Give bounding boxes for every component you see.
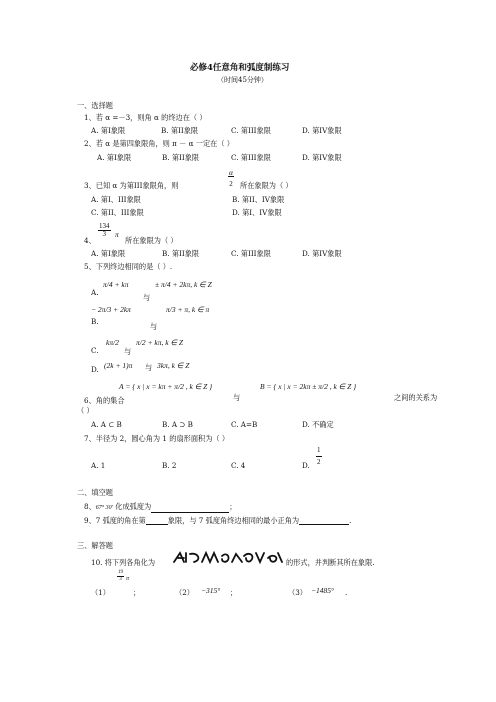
q10-p1-end: ； <box>133 588 141 597</box>
q10-p3-value: −1485° <box>311 586 335 595</box>
q9-end: . <box>349 516 352 525</box>
q4-option-a: A. 第I象限 <box>91 249 126 258</box>
q5-a-mid: 与 <box>143 293 151 302</box>
q6-post: 之间的关系为 <box>394 393 438 402</box>
q7-option-c: C. 4 <box>231 461 246 470</box>
q10-p2-value: −315° <box>201 586 221 595</box>
q5-d-mid: 与 <box>145 363 153 372</box>
q3-frac-den: 2 <box>229 180 233 188</box>
q3-fraction <box>228 168 234 188</box>
section-heading-answer: 三、解答题 <box>77 541 113 550</box>
q2-option-b: B. 第II象限 <box>162 153 200 162</box>
q6-pre: 6、角的集合 <box>84 396 125 405</box>
q9-line <box>84 516 351 525</box>
q1-option-c: C. 第III象限 <box>231 126 271 135</box>
q6-option-d: D. 不确定 <box>302 420 334 429</box>
q9-mid: 象限，与 7 弧度角终边相同的最小正角为 <box>167 516 300 525</box>
q4-fraction <box>98 220 111 239</box>
q6-option-b: B. A ⊃ B <box>162 420 193 429</box>
section-heading-fill: 二、填空题 <box>77 488 113 497</box>
q10-p1-pi: π <box>126 576 130 582</box>
q6-set-b: B = { x | x = 2kπ ± π/2 , k ∈ Z } <box>260 382 357 391</box>
q8-end: ； <box>229 502 237 511</box>
section-heading-choice: 一、选择题 <box>77 101 113 110</box>
q8-post: 化成弧度为 <box>115 502 152 511</box>
q10-p3-end: . <box>345 588 348 597</box>
q2-option-c: C. 第III象限 <box>231 153 271 162</box>
q3-option-b: B. 第II、IV象限 <box>232 195 285 204</box>
q3-pre: 3、已知 α 为第III象限角，则 <box>84 181 179 190</box>
q10-part1-fraction <box>117 570 124 583</box>
q9-blank-quadrant <box>146 516 168 525</box>
q9-blank-angle <box>299 516 352 525</box>
q5-b-label: B. <box>91 317 99 326</box>
q5-d-right: 3kπ, k ∈ Z <box>157 361 190 370</box>
q8-pre: 8、 <box>84 502 96 511</box>
q5-b-left: − 2π/3 + 2kπ <box>91 305 131 314</box>
q3-option-d: D. 第I、IV象限 <box>232 208 282 217</box>
q8-answer-blank <box>151 504 229 513</box>
q5-c-mid: 与 <box>124 347 132 356</box>
q6-paren: （ ） <box>77 406 94 415</box>
q7-option-d: D. <box>302 461 310 470</box>
q6-mid: 与 <box>233 393 241 402</box>
q2-option-d: D. 第IV象限 <box>302 153 342 162</box>
q4-frac-den: 3 <box>102 230 106 238</box>
page-subtitle: （时间45分钟） <box>217 76 268 84</box>
q5-a-label: A. <box>91 288 99 297</box>
q10-formula-image <box>172 550 284 565</box>
q8-expr: 67° 30′ <box>95 505 113 511</box>
q1-option-a: A. 第I象限 <box>91 126 126 135</box>
q10-pre: 10. 将下列各角化为 <box>91 558 156 567</box>
q4-pi: π <box>115 230 119 239</box>
q6-set-a: A = { x | x = kπ + π/2 , k ∈ Z } <box>119 382 213 391</box>
q4-label: 4、 <box>84 236 96 245</box>
q10-part3-label: （3） <box>288 588 307 597</box>
q3-option-c: C. 第II、III象限 <box>91 208 144 217</box>
q4-option-b: B. 第II象限 <box>162 249 200 258</box>
q5-a-left: π/4 + kπ <box>103 280 129 289</box>
q2-text: 2、若 α 是第四象限角，则 π － α 一定在（ ） <box>84 139 234 148</box>
q7-d-den: 2 <box>317 458 321 466</box>
q9-pre: 9、7 弧度的角在第 <box>84 516 146 525</box>
q5-c-label: C. <box>91 346 99 355</box>
q4-option-c: C. 第III象限 <box>231 249 271 258</box>
q4-post: 所在象限为（ ） <box>125 236 178 245</box>
q5-d-label: D. <box>91 365 99 374</box>
q6-option-c: C. A=B <box>231 420 258 429</box>
q1-option-d: D. 第IV象限 <box>302 126 342 135</box>
q5-c-left: kπ/2 <box>106 338 119 347</box>
q10-part1-label: （1） <box>91 588 110 597</box>
q1-option-b: B. 第II象限 <box>161 126 199 135</box>
q10-part2-label: （2） <box>175 588 194 597</box>
q3-post: 所在象限为（ ） <box>240 181 293 190</box>
q4-frac-num: 134 <box>99 222 110 230</box>
q7-option-a: A. 1 <box>91 461 106 470</box>
q10-p1-den: 3 <box>119 577 122 582</box>
q5-b-mid: 与 <box>150 322 158 331</box>
q5-b-right: π/3 + π, k ∈ π <box>166 305 210 314</box>
q10-post: 的形式，并判断其所在象限. <box>286 558 375 567</box>
q7-option-b: B. 2 <box>162 461 177 470</box>
q5-a-right: ± π/4 + 2kπ, k ∈ Z <box>155 280 212 289</box>
q1-text: 1、若 α =－3，则角 α 的终边在（ ） <box>84 113 207 122</box>
q5-c-right: π/2 + kπ, k ∈ Z <box>136 338 184 347</box>
q5-d-left: (2k + 1)π <box>104 361 133 370</box>
q10-p2-end: ； <box>230 588 238 597</box>
q6-option-a: A. A ⊂ B <box>91 420 122 429</box>
q8-line <box>84 502 236 513</box>
page-title: 必修4任意角和弧度制练习 <box>190 63 290 73</box>
q10-p1-num: 19 <box>118 570 123 575</box>
q4-option-d: D. 第IV象限 <box>302 249 342 258</box>
q2-option-a: A. 第I象限 <box>97 153 132 162</box>
q7-d-fraction <box>316 446 322 466</box>
q7-d-num: 1 <box>316 447 322 457</box>
q3-option-a: A. 第I、III象限 <box>91 195 141 204</box>
q7-text: 7、半径为 2，圆心角为 1 的扇形面积为（ ） <box>84 434 230 443</box>
q5-text: 5、下列终边相同的是（ ）. <box>84 262 173 271</box>
q3-frac-num: α <box>229 168 233 177</box>
